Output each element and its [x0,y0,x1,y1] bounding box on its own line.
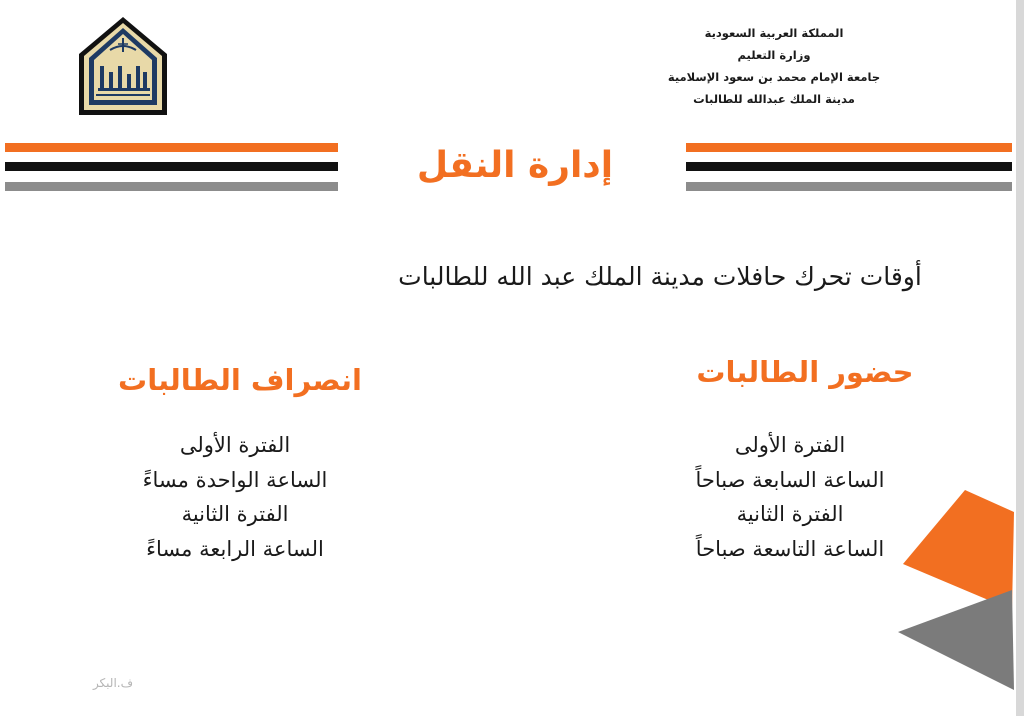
header-line-country: المملكة العربية السعودية [704,26,844,40]
arrival-period-1-time: الساعة السابعة صباحاً [695,467,885,492]
arrival-period-2-time: الساعة التاسعة صباحاً [695,536,885,561]
arrival-heading: حضور الطالبات [696,355,914,389]
left-black-stripe [5,162,338,171]
left-orange-stripe [5,143,338,152]
departure-list [80,428,390,566]
departure-period-1-label: الفترة الأولى [179,433,291,457]
schedule-subtitle: أوقات تحرك حافلات مدينة الملك عبد الله للطالبات [398,262,922,291]
institution-header [624,22,924,110]
grey-triangle-shape [898,590,1014,690]
right-black-stripe [686,162,1012,171]
header-line-ministry: وزارة التعليم [737,48,811,62]
departure-period-1-time: الساعة الواحدة مساءً [142,467,328,492]
university-logo [76,14,170,118]
arrival-period-1-label: الفترة الأولى [734,433,846,457]
right-grey-stripe [686,182,1012,191]
left-grey-stripe [5,182,338,191]
header-line-university: جامعة الإمام محمد بن سعود الإسلامية [667,70,881,84]
right-orange-stripe [686,143,1012,152]
arrival-period-2-label: الفترة الثانية [736,502,844,526]
header-line-campus: مدينة الملك عبدالله للطالبات [693,92,855,106]
arrival-list [625,428,955,566]
signature: ف.البكر [92,676,134,690]
departure-period-2-time: الساعة الرابعة مساءً [146,536,324,561]
departure-period-2-label: الفترة الثانية [181,502,289,526]
page-title: إدارة النقل [416,145,614,186]
right-edge-shadow [1016,0,1024,716]
departure-heading: انصراف الطالبات [118,363,362,397]
